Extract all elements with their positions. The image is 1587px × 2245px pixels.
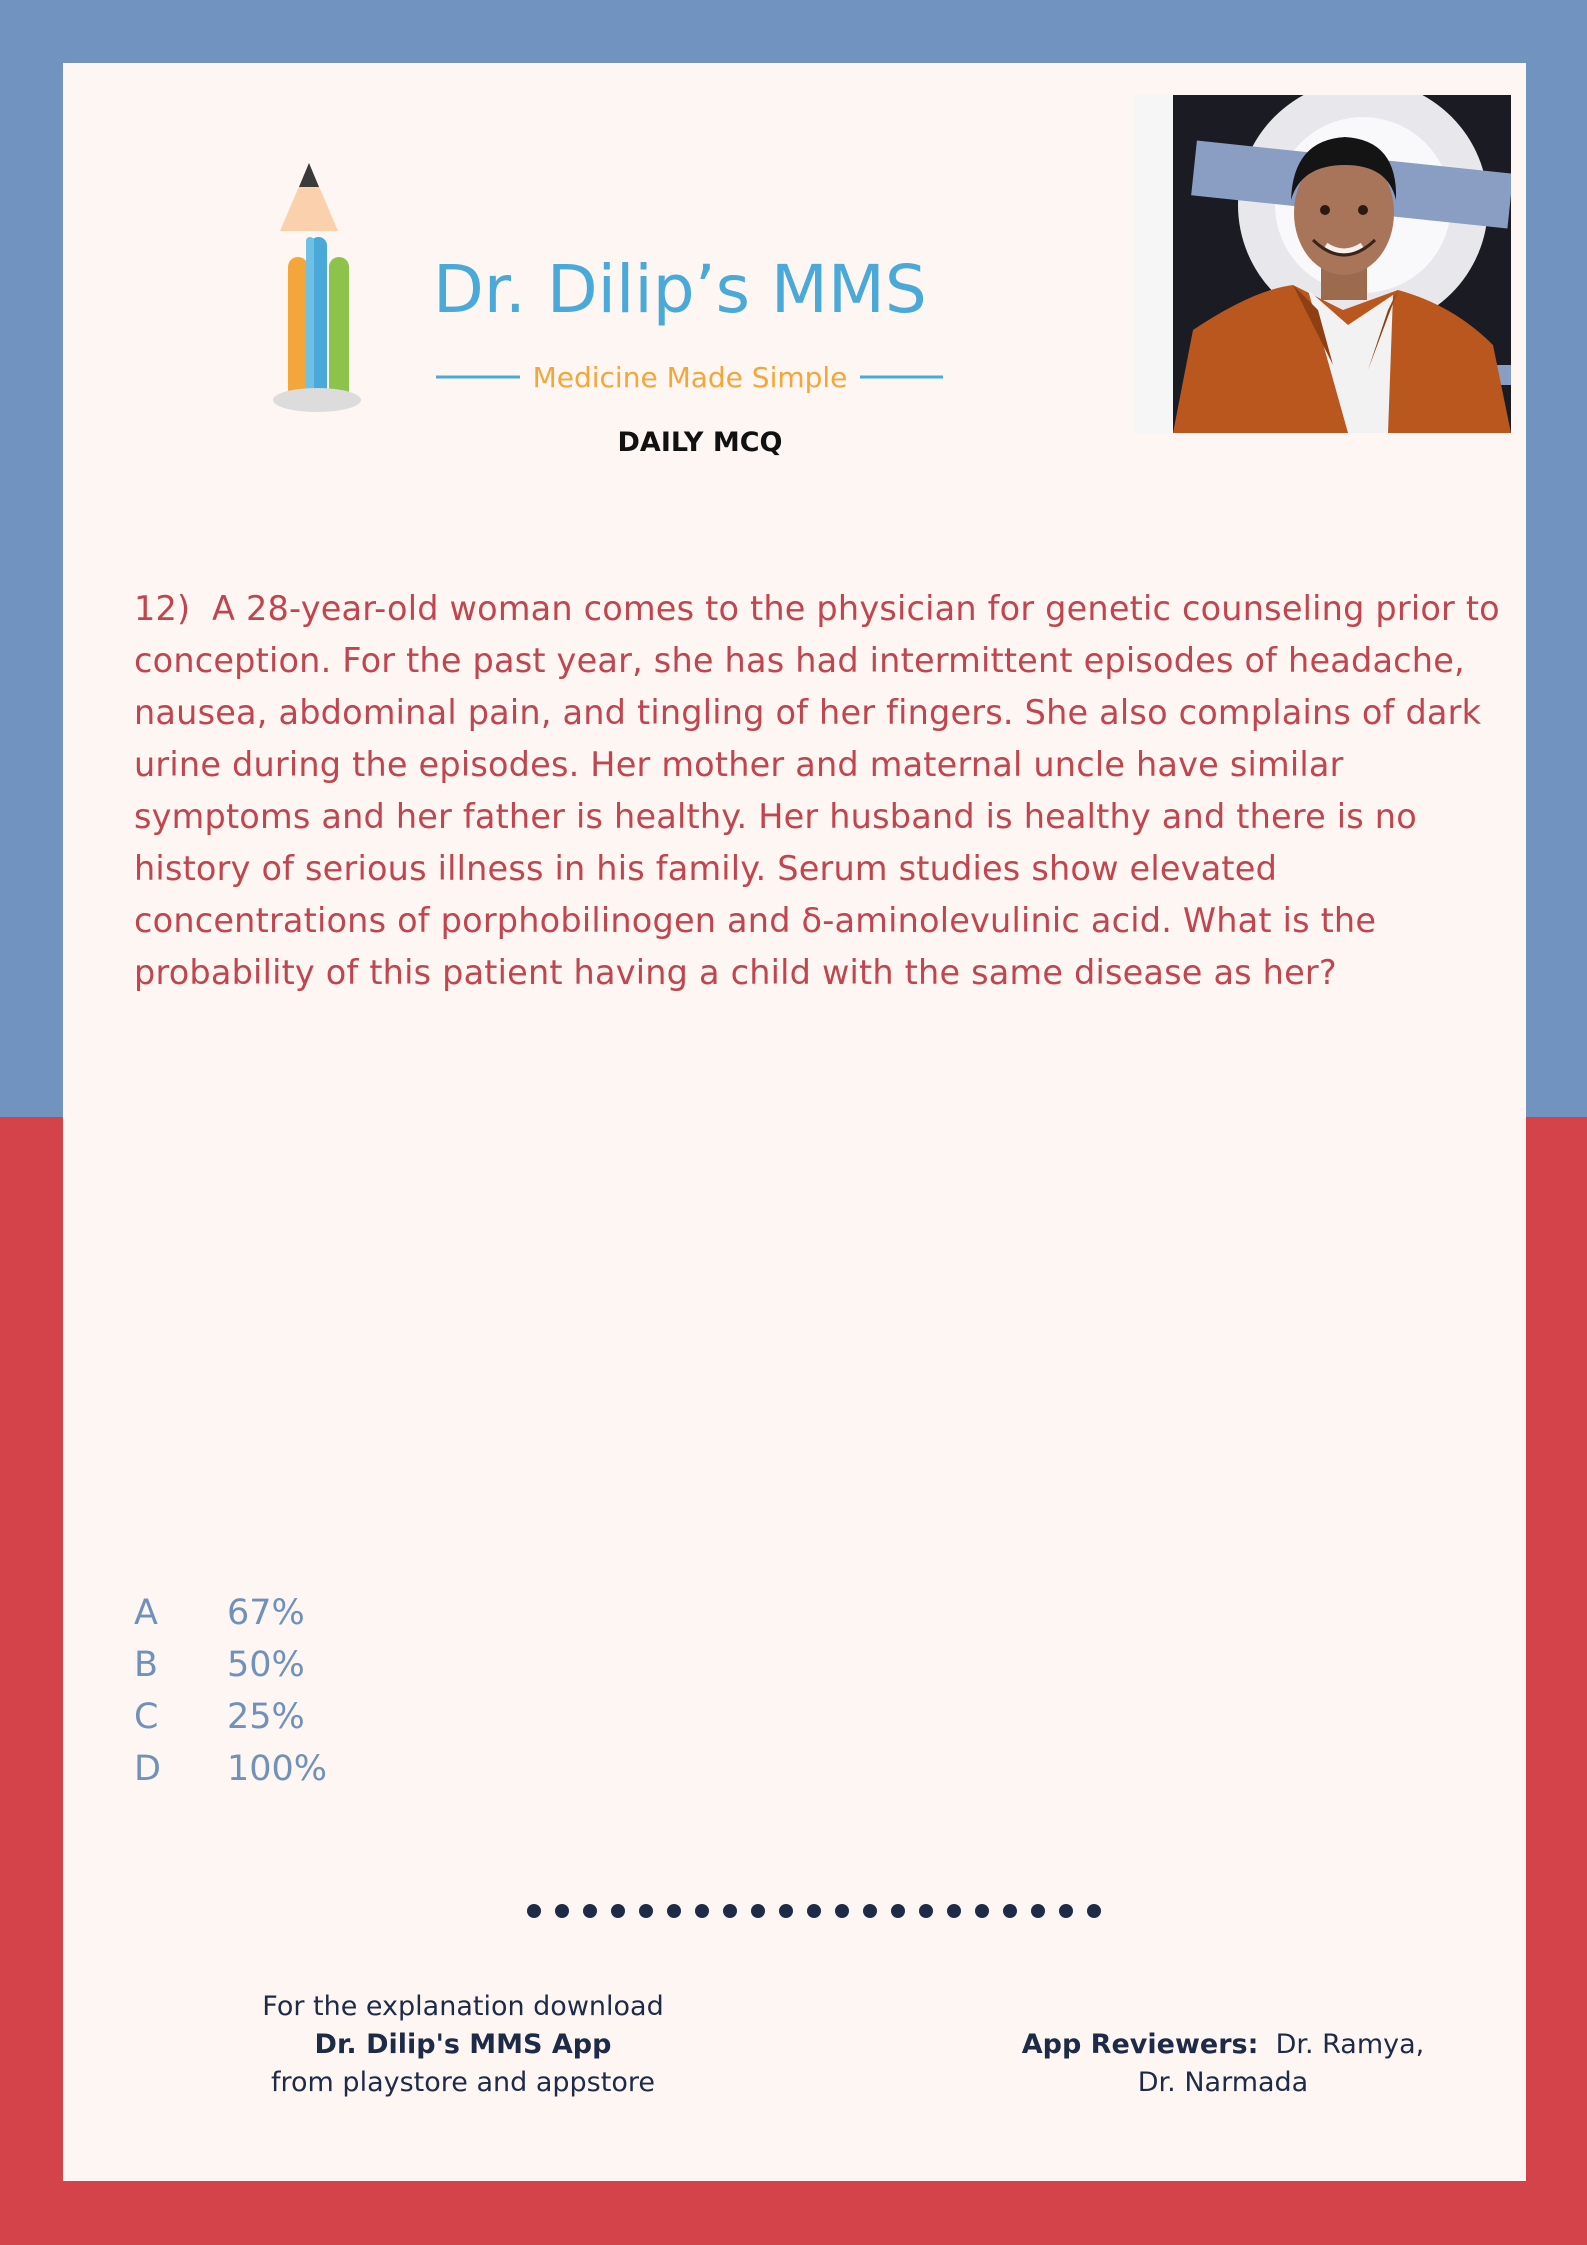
divider-dot xyxy=(723,1904,737,1918)
option-letter: B xyxy=(134,1645,159,1685)
app-name: Dr. Dilip's MMS App xyxy=(314,2029,612,2060)
option-letter: D xyxy=(134,1749,161,1789)
doctor-photo xyxy=(1133,95,1511,433)
brand-tagline: Medicine Made Simple xyxy=(532,361,848,394)
option-value: 50% xyxy=(227,1645,305,1685)
divider-dot xyxy=(667,1904,681,1918)
divider-dot xyxy=(583,1904,597,1918)
option-value: 67% xyxy=(227,1593,305,1633)
footer-line-1: For the explanation download xyxy=(262,1991,664,2022)
option-value: 25% xyxy=(227,1697,305,1737)
page-title: DAILY MCQ xyxy=(617,427,783,458)
dots-divider-icon xyxy=(526,1899,1106,1923)
option-c[interactable] xyxy=(134,1691,327,1743)
footer-download-note xyxy=(213,1988,713,2102)
option-d[interactable] xyxy=(134,1743,327,1795)
answer-options xyxy=(134,1587,327,1795)
divider-dot xyxy=(779,1904,793,1918)
divider-dot xyxy=(555,1904,569,1918)
divider-dot xyxy=(891,1904,905,1918)
divider-dot xyxy=(1003,1904,1017,1918)
reviewer-2: Dr. Narmada xyxy=(1137,2067,1309,2098)
divider-dot xyxy=(1087,1904,1101,1918)
mcq-card xyxy=(63,63,1526,2181)
pencil-logo-icon xyxy=(243,97,963,437)
option-letter: A xyxy=(134,1593,158,1633)
option-value: 100% xyxy=(227,1749,328,1789)
footer-reviewers xyxy=(963,2026,1483,2102)
question-body: A 28-year-old woman comes to the physician for genetic counseling prior to conception. For the past year, she has had intermittent episodes of headache, nausea, abdominal pain, and tingling of her fingers. She also complains of dark urine during the episodes. Her mother and maternal uncle have similar symptoms and her father is healthy. Her husband is healthy and there is no history of serious illness in his family. Serum studies show elevated concentrations of porphobilinogen and δ-aminolevulinic acid. What is the probability of this patient having a child with the same disease as her? xyxy=(134,589,1500,992)
option-letter: C xyxy=(134,1697,159,1737)
divider-dot xyxy=(835,1904,849,1918)
divider-dot xyxy=(639,1904,653,1918)
question-number: 12) xyxy=(134,589,191,628)
divider-dot xyxy=(1059,1904,1073,1918)
reviewers-label: App Reviewers: xyxy=(1021,2029,1259,2060)
divider-dot xyxy=(751,1904,765,1918)
doctor-portrait-icon xyxy=(1133,95,1511,433)
footer-line-3: from playstore and appstore xyxy=(271,2067,655,2098)
divider-dot xyxy=(1031,1904,1045,1918)
divider-dot xyxy=(611,1904,625,1918)
divider-dot xyxy=(527,1904,541,1918)
option-b[interactable] xyxy=(134,1639,327,1691)
divider-dot xyxy=(695,1904,709,1918)
brand-logo xyxy=(243,97,963,437)
divider-dot xyxy=(975,1904,989,1918)
option-a[interactable] xyxy=(134,1587,327,1639)
divider-dot xyxy=(807,1904,821,1918)
divider-dot xyxy=(863,1904,877,1918)
reviewer-1: Dr. Ramya, xyxy=(1275,2029,1425,2060)
question-text xyxy=(134,583,1514,999)
divider-dot xyxy=(947,1904,961,1918)
divider-dot xyxy=(919,1904,933,1918)
brand-name: Dr. Dilip’s MMS xyxy=(433,251,927,328)
